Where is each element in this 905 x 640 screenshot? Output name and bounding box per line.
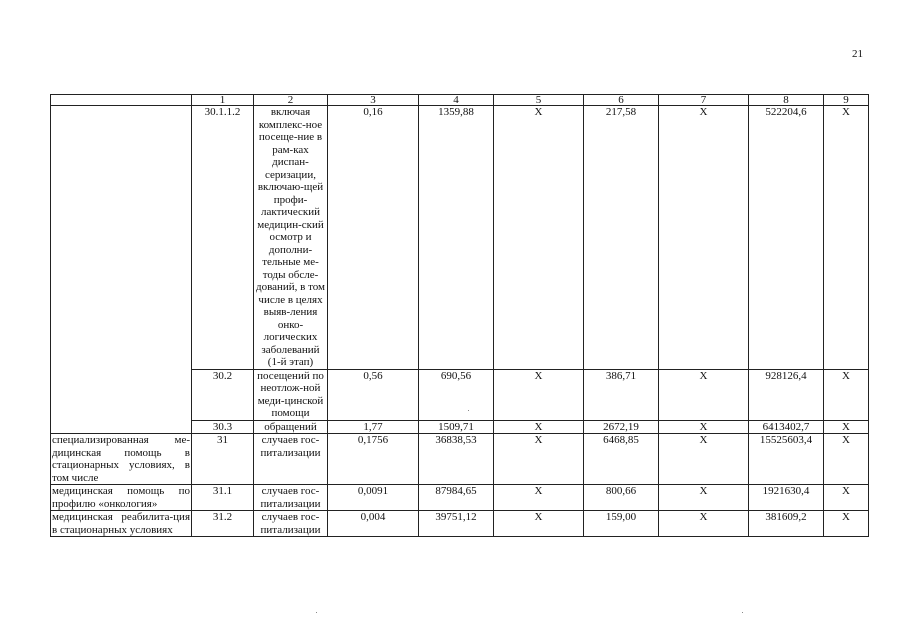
row-code-cell: 31.2 xyxy=(192,511,254,537)
table-row xyxy=(51,485,869,511)
header-cell: 5 xyxy=(494,95,584,106)
row-value-cell: 0,004 xyxy=(328,511,419,537)
row-value-cell: 1921630,4 xyxy=(749,485,824,511)
row-value-cell: Х xyxy=(494,420,584,434)
row-name-cell xyxy=(51,106,192,434)
row-unit-cell: случаев гос-питализации xyxy=(254,485,328,511)
row-value-cell: 36838,53 xyxy=(419,434,494,485)
row-value-cell: 1509,71 xyxy=(419,420,494,434)
header-cell: 1 xyxy=(192,95,254,106)
row-code-cell: 30.1.1.2 xyxy=(192,106,254,370)
row-value-cell: 87984,65 xyxy=(419,485,494,511)
row-value-cell: Х xyxy=(494,434,584,485)
row-value-cell: Х xyxy=(824,485,869,511)
row-value-cell: Х xyxy=(824,420,869,434)
row-value-cell: Х xyxy=(494,485,584,511)
row-value-cell: 690,56 xyxy=(419,369,494,420)
row-value-cell: 1,77 xyxy=(328,420,419,434)
row-value-cell: 6468,85 xyxy=(584,434,659,485)
table-row xyxy=(51,511,869,537)
row-value-cell: 15525603,4 xyxy=(749,434,824,485)
row-value-cell: Х xyxy=(659,369,749,420)
row-code-cell: 30.3 xyxy=(192,420,254,434)
header-cell: 2 xyxy=(254,95,328,106)
header-cell: 6 xyxy=(584,95,659,106)
row-name-cell: специализированная ме-дицинская помощь в стационарных условиях, в том числе xyxy=(52,434,190,484)
row-unit-cell: обращений xyxy=(254,420,328,434)
row-value-cell: 2672,19 xyxy=(584,420,659,434)
row-value-cell: 0,1756 xyxy=(328,434,419,485)
row-value-cell: Х xyxy=(824,434,869,485)
row-value-cell: Х xyxy=(659,106,749,370)
scan-speck xyxy=(742,612,743,613)
row-value-cell: Х xyxy=(659,420,749,434)
row-value-cell: Х xyxy=(494,106,584,370)
row-code-cell: 31 xyxy=(192,434,254,485)
row-name-cell: медицинская реабилита-ция в стационарных условиях xyxy=(52,511,190,536)
row-value-cell: 800,66 xyxy=(584,485,659,511)
scan-speck xyxy=(316,612,317,613)
row-value-cell: 159,00 xyxy=(584,511,659,537)
table-row xyxy=(51,106,869,370)
row-code-cell: 31.1 xyxy=(192,485,254,511)
row-value-cell: 381609,2 xyxy=(749,511,824,537)
row-unit-cell: случаев гос-питализации xyxy=(254,511,328,537)
row-value-cell: 6413402,7 xyxy=(749,420,824,434)
row-value-cell: 0,56 xyxy=(328,369,419,420)
row-value-cell: Х xyxy=(824,511,869,537)
page-number: 21 xyxy=(852,48,863,60)
row-value-cell: Х xyxy=(659,511,749,537)
row-value-cell: 0,0091 xyxy=(328,485,419,511)
row-value-cell: 928126,4 xyxy=(749,369,824,420)
scan-speck xyxy=(468,410,469,411)
row-value-cell: Х xyxy=(659,434,749,485)
row-unit-cell: посещений по неотлож-ной меди-цинской помощи xyxy=(254,369,328,420)
header-cell: 8 xyxy=(749,95,824,106)
row-value-cell: Х xyxy=(494,511,584,537)
row-value-cell: 217,58 xyxy=(584,106,659,370)
row-unit-cell: случаев гос-питализации xyxy=(254,434,328,485)
row-code-cell: 30.2 xyxy=(192,369,254,420)
row-value-cell: 386,71 xyxy=(584,369,659,420)
row-value-cell: Х xyxy=(494,369,584,420)
row-value-cell: 1359,88 xyxy=(419,106,494,370)
row-unit-cell: включая комплекс-ное посеще-ние в рам-ках диспан-серизации, включаю-щей профи-лактический медицин-ский осмотр и дополни-тельные ме-тоды обсле-дований, в том числе в целях выяв-ления онко-логических заболеваний (1-й этап) xyxy=(254,106,328,370)
table-header-row xyxy=(51,95,869,106)
header-cell: 9 xyxy=(824,95,869,106)
row-value-cell: 522204,6 xyxy=(749,106,824,370)
row-value-cell: Х xyxy=(824,106,869,370)
row-value-cell: 39751,12 xyxy=(419,511,494,537)
row-name-cell: медицинская помощь по профилю «онкология» xyxy=(52,485,190,510)
row-value-cell: Х xyxy=(824,369,869,420)
row-value-cell: 0,16 xyxy=(328,106,419,370)
header-cell: 4 xyxy=(419,95,494,106)
header-cell xyxy=(51,95,192,106)
data-table xyxy=(50,94,869,537)
header-cell: 7 xyxy=(659,95,749,106)
header-cell: 3 xyxy=(328,95,419,106)
row-value-cell: Х xyxy=(659,485,749,511)
table-row xyxy=(51,434,869,485)
